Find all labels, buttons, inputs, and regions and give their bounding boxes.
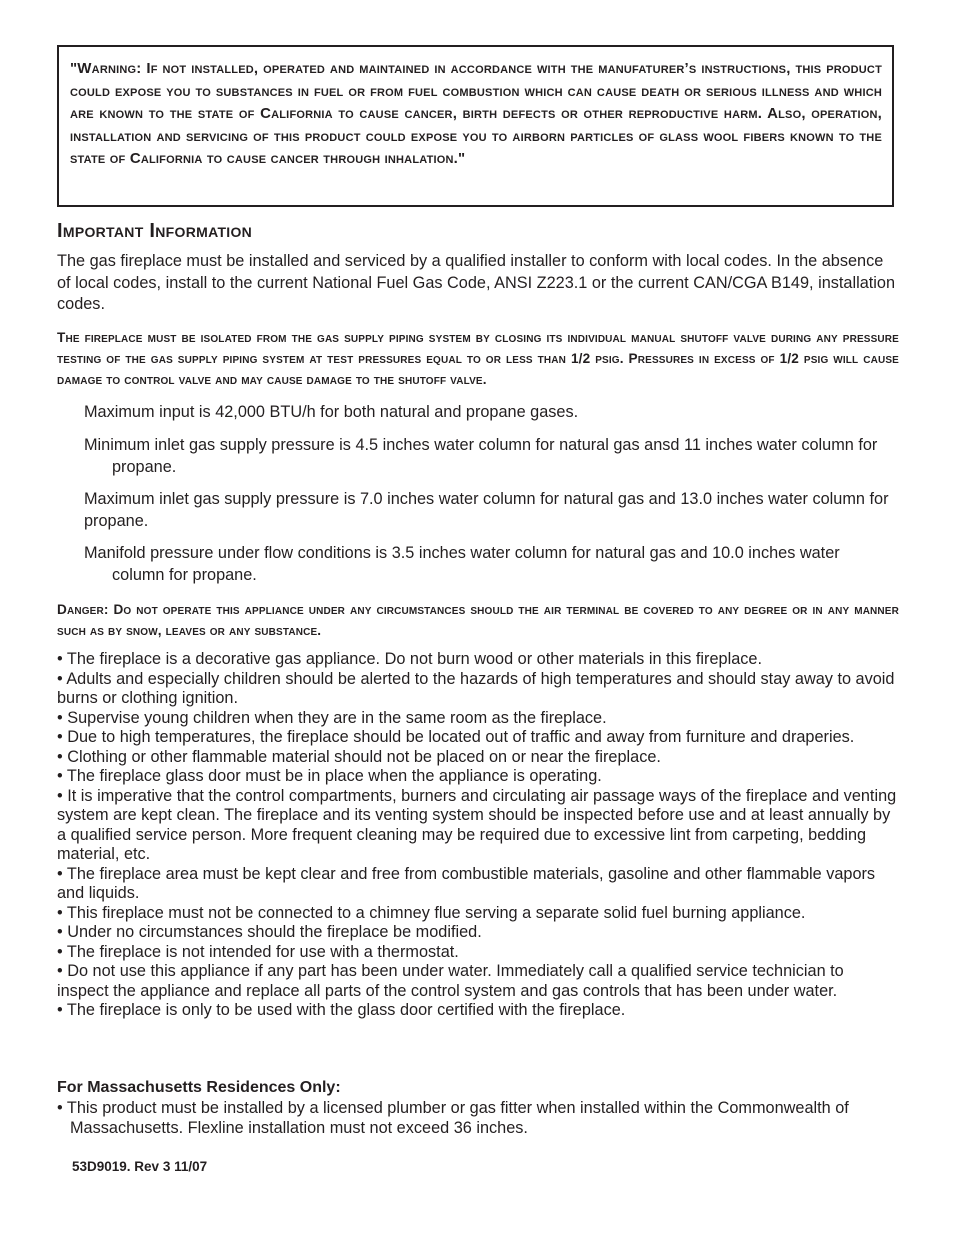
section-heading: Important Information	[57, 220, 253, 242]
spec-max-inlet-pressure: Maximum inlet gas supply pressure is 7.0 inches water column for natural gas and 13.0 inches water column for propane.	[84, 490, 889, 530]
list-item: • Do not use this appliance if any part has been under water. Immediately call a qualified service technician to inspect the appliance and replace all parts of the control system and gas controls that has been under water.	[57, 962, 844, 1000]
spec-max-input: Maximum input is 42,000 BTU/h for both natural and propane gases.	[84, 403, 579, 421]
list-item: • Due to high temperatures, the fireplace should be located out of traffic and away from furniture and draperies.	[57, 728, 855, 746]
massachusetts-list	[57, 1098, 899, 1138]
list-item: • This fireplace must not be connected to a chimney flue serving a separate solid fuel burning appliance.	[57, 903, 806, 922]
list-item: • The fireplace glass door must be in place when the appliance is operating.	[57, 767, 602, 785]
isolation-notice: The fireplace must be isolated from the gas supply piping system by closing its individual manual shutoff valve during any pressure testing of the gas supply piping system at test pressures equal to or less than 1/2 psig. Pressures in excess of 1/2 psig will cause damage to control valve and may cause damage to the shutoff valve.	[57, 330, 899, 388]
list-item: • This product must be installed by a licensed plumber or gas fitter when installed within the Commonwealth of Massachusetts. Flexline installation must not exceed 36 inches.	[57, 1099, 849, 1137]
list-item: • The fireplace area must be kept clear and free from combustible materials, gasoline and other flammable vapors and liquids.	[57, 864, 876, 902]
massachusetts-title: For Massachusetts Residences Only:	[57, 1079, 341, 1096]
list-item: • Supervise young children when they are in the same room as the fireplace.	[57, 708, 607, 727]
spec-min-inlet-pressure: Minimum inlet gas supply pressure is 4.5 inches water column for natural gas ansd 11 inches water column for propane.	[84, 436, 878, 476]
list-item: • The fireplace is only to be used with the glass door certified with the fireplace.	[57, 1001, 626, 1019]
document-revision: 53D9019. Rev 3 11/07	[72, 1159, 208, 1174]
list-item: • The fireplace is not intended for use with a thermostat.	[57, 942, 459, 961]
list-item: • Clothing or other flammable material should not be placed on or near the fireplace.	[57, 747, 661, 766]
list-item: • The fireplace is a decorative gas appliance. Do not burn wood or other materials in this fireplace.	[57, 650, 762, 668]
intro-paragraph: The gas fireplace must be installed and serviced by a qualified installer to conform with local codes. In the absence of local codes, install to the current National Fuel Gas Code, ANSI Z223.1 or the current CAN/CGA B149, installation codes.	[57, 252, 896, 314]
danger-notice: Danger: Do not operate this appliance under any circumstances should the air terminal be covered to any degree or in any manner such as by snow, leaves or any substance.	[57, 602, 899, 639]
warning-box	[57, 45, 894, 207]
spec-manifold-pressure: Manifold pressure under flow conditions is 3.5 inches water column for natural gas and 10.0 inches water column for propane.	[84, 544, 840, 584]
list-item: • Under no circumstances should the fireplace be modified.	[57, 923, 482, 941]
warning-text: "Warning: If not installed, operated and maintained in accordance with the manufaturer’s instructions, this product could expose you to substances in fuel or from fuel combustion which can cause death or serious illness and which are known to the state of California to cause cancer, birth defects or other reproductive harm. Also, operation, installation and servicing of this product could expose you to airborn particles of glass wool fibers known to the state of California to cause cancer through inhalation."	[70, 60, 882, 168]
list-item: • It is imperative that the control compartments, burners and circulating air passage ways of the fireplace and venting system are kept clean. The fireplace and its venting system should be inspected before use and at least annually by a qualified service person. More frequent cleaning may be required due to excessive lint from carpeting, bedding material, etc.	[57, 786, 897, 863]
list-item: • Adults and especially children should be alerted to the hazards of high temperatures and should stay away to avoid burns or clothing ignition.	[57, 669, 895, 707]
safety-bullet-list	[57, 650, 899, 1021]
